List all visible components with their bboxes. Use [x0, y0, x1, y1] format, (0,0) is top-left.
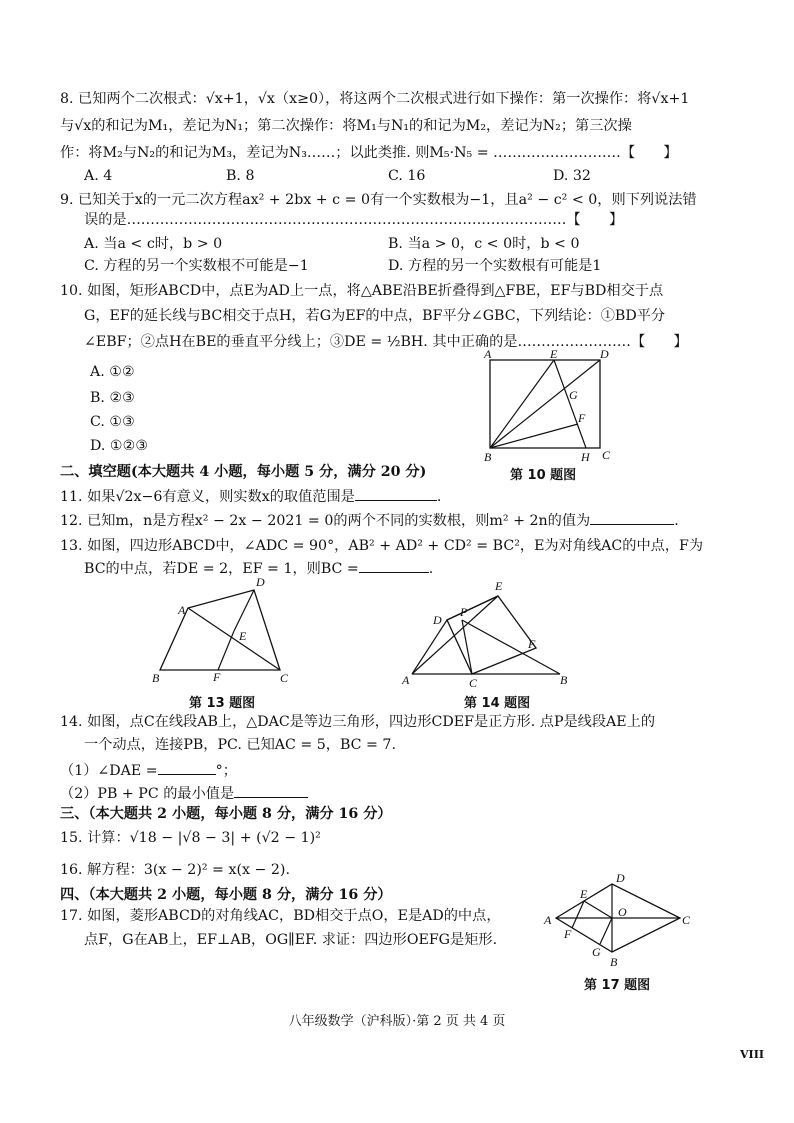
q14-label-d: D — [433, 613, 442, 627]
q13-label-e: E — [239, 629, 247, 643]
section-2-heading: 二、填空题(本大题共 4 小题，每小题 5 分，满分 20 分) — [60, 464, 427, 480]
q17-figure — [540, 870, 700, 970]
q10-option-b: B. ②③ — [90, 390, 135, 406]
q17-label-b: B — [610, 955, 618, 969]
q10-line3: ∠EBF；②点H在BE的垂直平分线上；③DE = ½BH. 其中正确的是……………………【 】 — [84, 334, 688, 350]
q17-label-c: C — [682, 913, 691, 927]
q11: 11. 如果√2x−6有意义，则实数x的取值范围是 . — [60, 486, 441, 507]
q17-line1: 17. 如图，菱形ABCD的对角线AC，BD相交于点O，E是AD的中点， — [60, 908, 501, 924]
q16: 16. 解方程：3(x − 2)² = x(x − 2). — [60, 862, 290, 878]
q13-label-c: C — [280, 671, 289, 685]
q10-label-a: A — [484, 347, 492, 361]
q12: 12. 已知m，n是方程x² − 2x − 2021 = 0的两个不同的实数根，则m² + 2n的值为 . — [60, 510, 679, 531]
page-mark: VIII — [740, 1048, 764, 1061]
q15: 15. 计算：√18 − |√8 − 3| + (√2 − 1)² — [60, 830, 321, 846]
q10-option-c: C. ①③ — [90, 414, 135, 430]
q10-option-d: D. ①②③ — [90, 438, 149, 454]
q17-line2: 点F，G在AB上，EF⊥AB，OG∥EF. 求证：四边形OEFG是矩形. — [84, 932, 498, 948]
q9-option-c: C. 方程的另一个实数根不可能是−1 — [84, 258, 309, 274]
q13-line2: BC的中点，若DE = 2，EF = 1，则BC = . — [84, 558, 433, 579]
q14-label-f: F — [528, 637, 536, 651]
q10-label-f: F — [578, 411, 586, 425]
q14-label-e: E — [495, 579, 503, 593]
q13-line1: 13. 如图，四边形ABCD中，∠ADC = 90°，AB² + AD² + CD² = BC²，E为对角线AC的中点，F为 — [60, 538, 704, 554]
q8-option-c: C. 16 — [388, 168, 426, 184]
q10-label-e: E — [550, 347, 558, 361]
q17-label-g: G — [592, 945, 601, 959]
q8-line3: 作：将M₂与N₂的和记为M₃，差记为N₃……；以此类推. 则M₅·N₅ = ………………………【 】 — [60, 145, 678, 161]
q10-option-a: A. ①② — [90, 364, 135, 380]
q13-caption: 第 13 题图 — [189, 696, 256, 711]
q8-line1: 8. 已知两个二次根式：√x+1，√x（x≥0），将这两个二次根式进行如下操作：第一次操作：将√x+1 — [60, 91, 690, 107]
q10-line1: 10. 如图，矩形ABCD中，点E为AD上一点，将△ABE沿BE折叠得到△FBE，EF与BD相交于点 — [60, 283, 664, 299]
q14-label-c: C — [469, 676, 478, 690]
page-footer: 八年级数学（沪科版）·第 2 页 共 4 页 — [288, 1014, 506, 1029]
q10-line2: G，EF的延长线与BC相交于点H，若G为EF的中点，BF平分∠GBC，下列结论：①BD平分 — [84, 308, 666, 324]
q10-label-h: H — [581, 450, 590, 464]
q14-caption: 第 14 题图 — [464, 696, 531, 711]
q14-part2: （2）PB + PC 的最小值是 — [60, 783, 308, 804]
q10-label-c: C — [602, 448, 611, 462]
q8-option-a: A. 4 — [84, 168, 113, 184]
q14-label-p: P — [460, 605, 468, 619]
q13-label-f: F — [213, 670, 221, 684]
q17-label-d: D — [616, 871, 625, 885]
q13-label-a: A — [178, 603, 186, 617]
q17-caption: 第 17 题图 — [584, 978, 651, 993]
q10-caption: 第 10 题图 — [510, 468, 577, 483]
q13-label-d: D — [256, 575, 265, 589]
q10-figure — [478, 348, 618, 468]
q14-label-b: B — [560, 673, 568, 687]
q8-option-d: D. 32 — [553, 168, 591, 184]
q10-label-d: D — [600, 347, 609, 361]
q8-option-b: B. 8 — [226, 168, 255, 184]
q14-part1: （1）∠DAE = °； — [60, 760, 237, 781]
q10-label-b: B — [484, 450, 492, 464]
q14-figure — [400, 576, 580, 688]
q9-option-a: A. 当a < c时，b > 0 — [84, 236, 223, 252]
q13-label-b: B — [152, 671, 160, 685]
q9-line1: 9. 已知关于x的一元二次方程ax² + 2bx + c = 0有一个实数根为−1，且a² − c² < 0，则下列说法错 — [60, 192, 697, 208]
q17-label-e: E — [580, 887, 588, 901]
q9-option-b: B. 当a > 0，c < 0时，b < 0 — [388, 236, 580, 252]
q17-label-f: F — [564, 927, 572, 941]
section-4-heading: 四、（本大题共 2 小题，每小题 8 分，满分 16 分） — [60, 887, 392, 903]
section-3-heading: 三、（本大题共 2 小题，每小题 8 分，满分 16 分） — [60, 806, 392, 822]
q10-label-g: G — [569, 388, 578, 402]
q9-option-d: D. 方程的另一个实数根有可能是1 — [388, 258, 602, 274]
q14-line1: 14. 如图，点C在线段AB上，△DAC是等边三角形，四边形CDEF是正方形. 点P是线段AE上的 — [60, 714, 656, 730]
q17-label-o: O — [618, 905, 627, 919]
q8-line2: 与√x的和记为M₁，差记为N₁；第二次操作：将M₁与N₁的和记为M₂，差记为N₂；第三次操 — [60, 118, 632, 134]
q14-line2: 一个动点，连接PB，PC. 已知AC = 5，BC = 7. — [84, 737, 396, 753]
q13-figure — [150, 576, 300, 686]
q17-label-a: A — [544, 913, 552, 927]
q14-label-a: A — [402, 673, 410, 687]
q9-line2: 误的是…………………………………………………………………………………【 】 — [84, 212, 624, 228]
